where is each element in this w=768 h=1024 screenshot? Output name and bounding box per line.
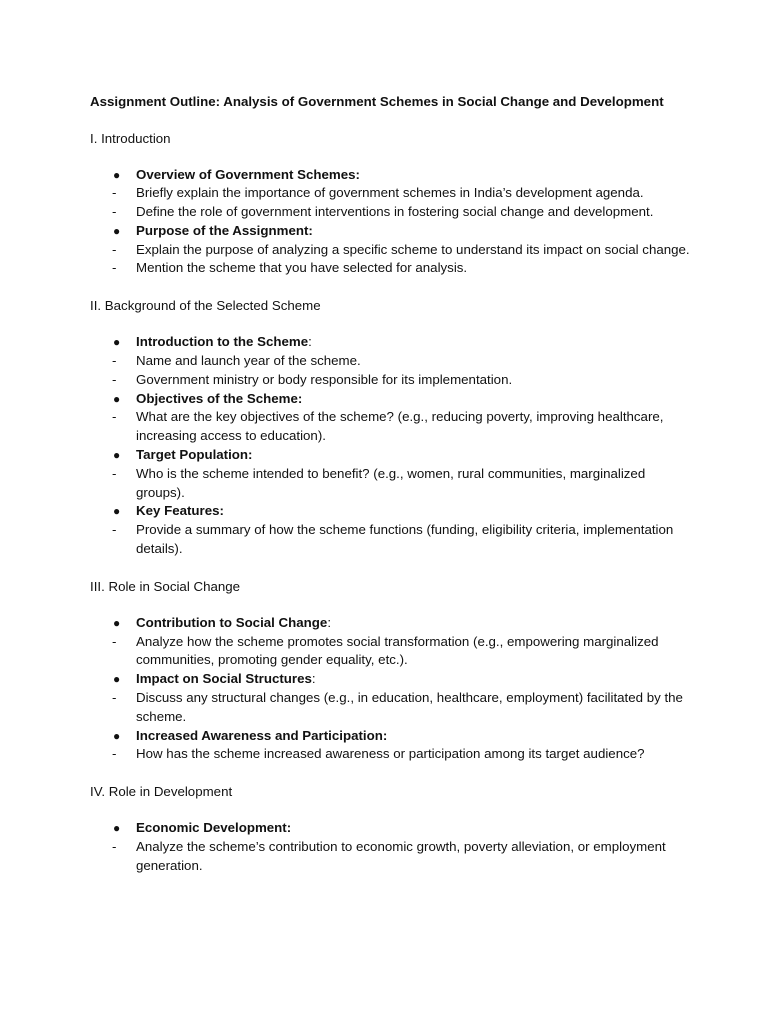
dash-item-text: Analyze the scheme’s contribution to economic growth, poverty alleviation, or employment generation. xyxy=(136,839,666,873)
bullet-icon: ● xyxy=(113,672,121,687)
bullet-icon: ● xyxy=(113,448,121,463)
bullet-item-text xyxy=(136,819,690,838)
bullet-icon: ● xyxy=(113,391,121,406)
bullet-item-text xyxy=(136,727,690,746)
bullet-item xyxy=(90,819,690,838)
dash-item-text: Mention the scheme that you have selected for analysis. xyxy=(136,260,468,276)
dash-marker: - xyxy=(112,185,117,201)
outline-section xyxy=(90,782,690,875)
bullet-item-text xyxy=(136,502,690,521)
dash-item-text: Government ministry or body responsible for its implementation. xyxy=(136,371,513,387)
dash-item-text: What are the key objectives of the scheme? (e.g., reducing poverty, improving healthcare, increasing access to education). xyxy=(136,409,664,444)
bullet-item-label: Impact on Social Structures xyxy=(136,671,312,687)
bullet-item xyxy=(90,727,690,746)
bullet-item xyxy=(90,166,690,185)
bullet-item-label: Purpose of the Assignment: xyxy=(136,222,313,238)
bullet-item-text xyxy=(136,333,690,352)
section-item-list xyxy=(90,333,690,559)
dash-marker: - xyxy=(112,241,117,257)
bullet-item xyxy=(90,333,690,352)
dash-marker: - xyxy=(112,204,117,220)
section-heading: II. Background of the Selected Scheme xyxy=(90,298,321,314)
bullet-icon: ● xyxy=(113,335,121,350)
bullet-item-suffix: : xyxy=(308,334,312,350)
bullet-icon: ● xyxy=(113,728,121,743)
dash-marker: - xyxy=(112,522,117,538)
dash-item xyxy=(90,241,690,260)
document-page xyxy=(90,92,690,876)
dash-marker: - xyxy=(112,353,117,369)
section-item-list xyxy=(90,614,690,764)
bullet-item-label: Introduction to the Scheme xyxy=(136,334,309,350)
bullet-item-label: Overview of Government Schemes: xyxy=(136,166,360,182)
dash-item-text: Who is the scheme intended to benefit? (e.g., women, rural communities, marginalized groups). xyxy=(136,465,646,500)
bullet-item-label: Key Features: xyxy=(136,503,224,519)
dash-item-text: Provide a summary of how the scheme functions (funding, eligibility criteria, implementation details). xyxy=(136,522,674,557)
dash-item-text: Analyze how the scheme promotes social transformation (e.g., empowering marginalized communities, promoting gender equality, etc.). xyxy=(136,633,659,668)
bullet-item xyxy=(90,502,690,521)
bullet-item xyxy=(90,446,690,465)
dash-item xyxy=(90,371,690,390)
bullet-item-label: Increased Awareness and Participation: xyxy=(136,727,388,743)
section-heading: III. Role in Social Change xyxy=(90,578,241,594)
bullet-item-suffix: : xyxy=(327,614,332,630)
bullet-item-label: Objectives of the Scheme: xyxy=(136,390,303,406)
bullet-item-label: Contribution to Social Change xyxy=(136,614,328,630)
dash-item xyxy=(90,352,690,371)
dash-marker: - xyxy=(112,633,117,649)
bullet-icon: ● xyxy=(113,615,121,630)
dash-item-text: How has the scheme increased awareness or participation among its target audience? xyxy=(136,746,645,762)
outline-section xyxy=(90,296,690,559)
dash-marker: - xyxy=(112,260,117,276)
bullet-item-text xyxy=(136,670,690,689)
dash-item xyxy=(90,465,690,503)
dash-marker: - xyxy=(112,746,117,762)
dash-item xyxy=(90,633,690,671)
dash-item xyxy=(90,184,690,203)
bullet-item xyxy=(90,614,690,633)
document-title: Assignment Outline: Analysis of Government Schemes in Social Change and Development xyxy=(90,94,664,109)
bullet-item-text xyxy=(136,614,690,633)
section-heading: I. Introduction xyxy=(90,130,171,146)
dash-item xyxy=(90,689,690,727)
bullet-item xyxy=(90,222,690,241)
section-item-list xyxy=(90,819,690,875)
section-item-list xyxy=(90,166,690,279)
outline-section xyxy=(90,577,690,764)
dash-item-text: Briefly explain the importance of government schemes in India’s development agenda. xyxy=(136,185,644,201)
dash-item-text: Discuss any structural changes (e.g., in education, healthcare, employment) facilitated by the scheme. xyxy=(136,690,683,724)
bullet-item-label: Target Population: xyxy=(136,447,253,463)
outline-section xyxy=(90,129,690,279)
bullet-item-suffix: : xyxy=(311,671,316,687)
dash-marker: - xyxy=(112,690,117,706)
dash-item xyxy=(90,838,690,876)
bullet-item xyxy=(90,670,690,689)
bullet-item-text xyxy=(136,166,690,185)
dash-item-text: Define the role of government interventions in fostering social change and development. xyxy=(136,204,654,220)
bullet-icon: ● xyxy=(113,167,121,182)
bullet-item-label: Economic Development: xyxy=(136,820,292,836)
dash-marker: - xyxy=(112,371,117,387)
dash-item xyxy=(90,408,690,446)
bullet-item-text xyxy=(136,446,690,465)
section-heading: IV. Role in Development xyxy=(90,784,233,800)
dash-marker: - xyxy=(112,409,117,425)
dash-marker: - xyxy=(112,839,117,855)
dash-item-text: Name and launch year of the scheme. xyxy=(136,353,361,369)
bullet-item xyxy=(90,390,690,409)
bullet-icon: ● xyxy=(113,821,121,836)
dash-item xyxy=(90,745,690,764)
dash-item xyxy=(90,259,690,278)
outline-sections xyxy=(90,129,690,876)
bullet-item-text xyxy=(136,222,690,241)
dash-item-text: Explain the purpose of analyzing a specific scheme to understand its impact on social change. xyxy=(136,241,690,257)
bullet-icon: ● xyxy=(113,504,121,519)
dash-marker: - xyxy=(112,465,117,481)
dash-item xyxy=(90,521,690,559)
dash-item xyxy=(90,203,690,222)
bullet-icon: ● xyxy=(113,223,121,238)
bullet-item-text xyxy=(136,390,690,409)
